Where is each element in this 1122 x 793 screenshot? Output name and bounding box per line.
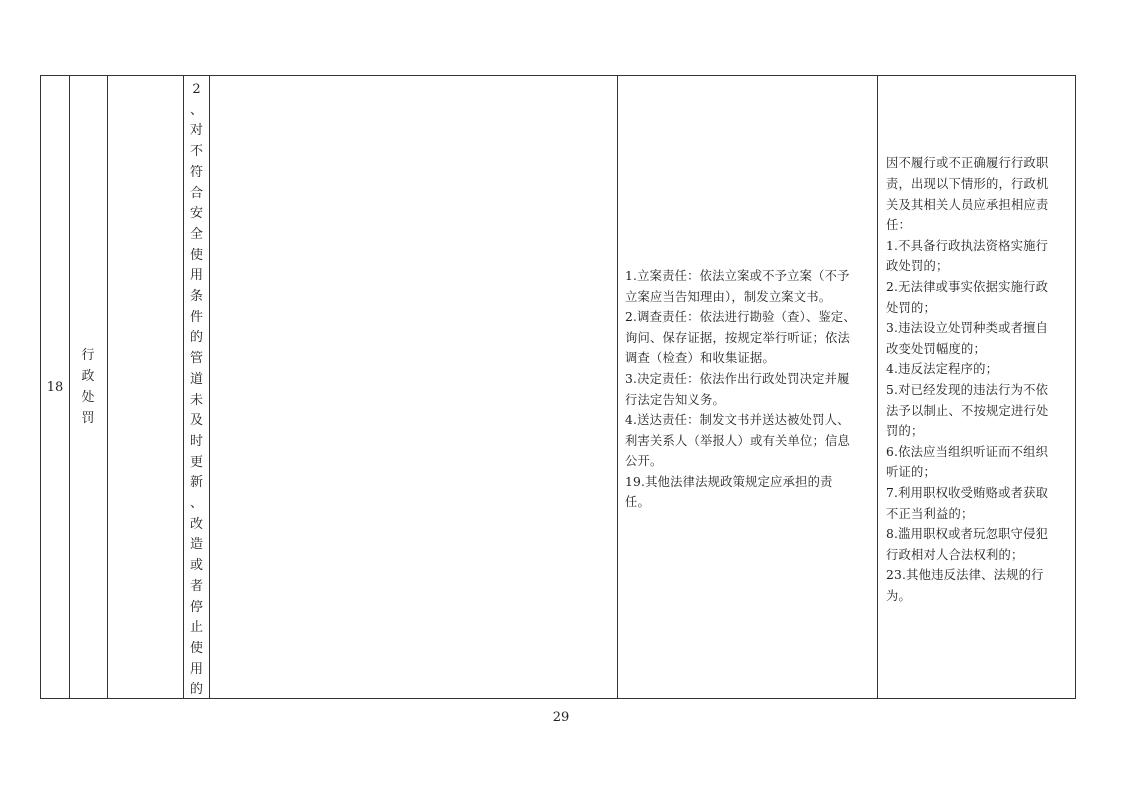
accountability-line: 2.无法律或事实依据实施行政 <box>886 280 1049 295</box>
responsibility-line: 3.决定责任：依法作出行政处罚决定并履 <box>625 371 850 386</box>
accountability-line: 6.依法应当组织听证而不组织 <box>886 444 1049 459</box>
responsibility-line: 询问、保存证据，按规定举行听证；依法 <box>625 330 850 345</box>
item-name-char: 未 <box>189 392 203 408</box>
item-name-char: 2 <box>192 82 201 97</box>
page-number: 29 <box>552 710 570 725</box>
item-name-char: 改 <box>189 516 203 532</box>
item-name-char: 道 <box>189 371 203 387</box>
item-name-char: 使 <box>189 640 203 656</box>
column-divider <box>877 76 878 698</box>
item-name-cell <box>184 80 209 701</box>
accountability-line: 5.对已经发现的违法行为不依 <box>886 383 1049 397</box>
empty-cell <box>210 76 617 698</box>
accountability-line: 改变处罚幅度的； <box>886 341 986 356</box>
item-name-char: 的 <box>189 330 203 346</box>
accountability-line: 罚的； <box>886 424 924 439</box>
accountability-line: 为。 <box>886 588 911 603</box>
column-divider <box>617 76 618 698</box>
item-name-char: 件 <box>189 309 203 325</box>
accountability-line: 不正当利益的； <box>886 506 974 521</box>
accountability-line: 因不履行或不正确履行行政职 <box>886 156 1049 171</box>
item-name-char: 、 <box>189 102 203 118</box>
item-name-char: 全 <box>189 226 203 242</box>
responsibility-line: 行法定告知义务。 <box>625 392 725 407</box>
accountability-line: 1.不具备行政执法资格实施行 <box>886 238 1049 253</box>
item-name-char: 新 <box>189 475 203 491</box>
item-name-char: 的 <box>189 682 203 698</box>
item-name-char: 用 <box>189 661 203 677</box>
responsibility-line: 调查（检查）和收集证据。 <box>625 351 775 366</box>
responsibility-line: 任。 <box>625 495 650 510</box>
responsibility-text <box>619 266 860 513</box>
item-name-char: 符 <box>189 164 203 180</box>
accountability-line: 行政相对人合法权利的； <box>886 547 1024 562</box>
responsibility-table <box>40 75 1076 699</box>
accountability-line: 7.利用职权收受贿赂或者获取 <box>886 485 1049 500</box>
responsibility-line: 公开。 <box>625 454 663 469</box>
item-name-char: 条 <box>189 289 203 305</box>
responsibility-cell <box>619 76 877 698</box>
responsibility-line: 2.调查责任：依法进行勘验（查）、鉴定、 <box>625 310 856 325</box>
item-name-char: 管 <box>189 351 203 367</box>
row-number-cell <box>41 76 69 698</box>
item-name-char: 安 <box>189 206 203 222</box>
item-name-char: 、 <box>189 496 203 512</box>
accountability-line: 3.违法设立处罚种类或者擅自 <box>886 321 1049 336</box>
accountability-line: 关及其相关人员应承担相应责 <box>886 197 1049 212</box>
row-number: 18 <box>46 379 64 395</box>
accountability-line: 8.滥用职权或者玩忽职守侵犯 <box>886 527 1049 542</box>
item-name-char: 合 <box>189 185 203 201</box>
responsibility-line: 利害关系人（举报人）或有关单位；信息 <box>625 433 850 448</box>
accountability-line: 4.违反法定程序的； <box>886 362 999 377</box>
category-char: 政 <box>81 369 95 384</box>
responsibility-line: 4.送达责任：制发文书并送达被处罚人、 <box>625 413 850 428</box>
accountability-line: 处罚的； <box>886 300 936 315</box>
item-name-char: 止 <box>189 620 203 636</box>
responsibility-line: 1.立案责任：依法立案或不予立案（不予 <box>625 268 850 283</box>
item-name-char: 者 <box>189 578 203 594</box>
item-name-char: 或 <box>189 558 203 574</box>
item-name-char: 使 <box>189 247 203 263</box>
accountability-line: 责，出现以下情形的，行政机 <box>886 177 1049 192</box>
accountability-line: 听证的； <box>886 465 936 480</box>
accountability-line: 任： <box>886 218 911 233</box>
empty-cell <box>108 76 183 698</box>
item-name-char: 对 <box>189 123 203 139</box>
responsibility-line: 19.其他法律法规政策规定应承担的责 <box>625 474 833 489</box>
responsibility-line: 立案应当告知理由），制发立案文书。 <box>625 289 832 304</box>
accountability-line: 23.其他违反法律、法规的行 <box>886 568 1044 583</box>
item-name-char: 不 <box>189 144 203 160</box>
item-name-char: 及 <box>189 413 203 429</box>
category-text <box>81 345 94 429</box>
item-name-char: 造 <box>189 537 203 553</box>
item-name-char: 时 <box>189 433 203 449</box>
category-cell <box>69 76 107 698</box>
item-name-char: 用 <box>189 268 203 284</box>
item-name-char: 更 <box>189 454 203 470</box>
category-char: 罚 <box>81 411 95 426</box>
item-name-text <box>184 80 209 701</box>
item-name-char: 停 <box>189 599 203 615</box>
accountability-text <box>879 153 1054 606</box>
category-char: 行 <box>81 348 95 363</box>
category-char: 处 <box>81 390 95 405</box>
accountability-cell <box>879 76 1075 698</box>
accountability-line: 法予以制止、不按规定进行处 <box>886 403 1049 418</box>
accountability-line: 政处罚的； <box>886 259 949 274</box>
